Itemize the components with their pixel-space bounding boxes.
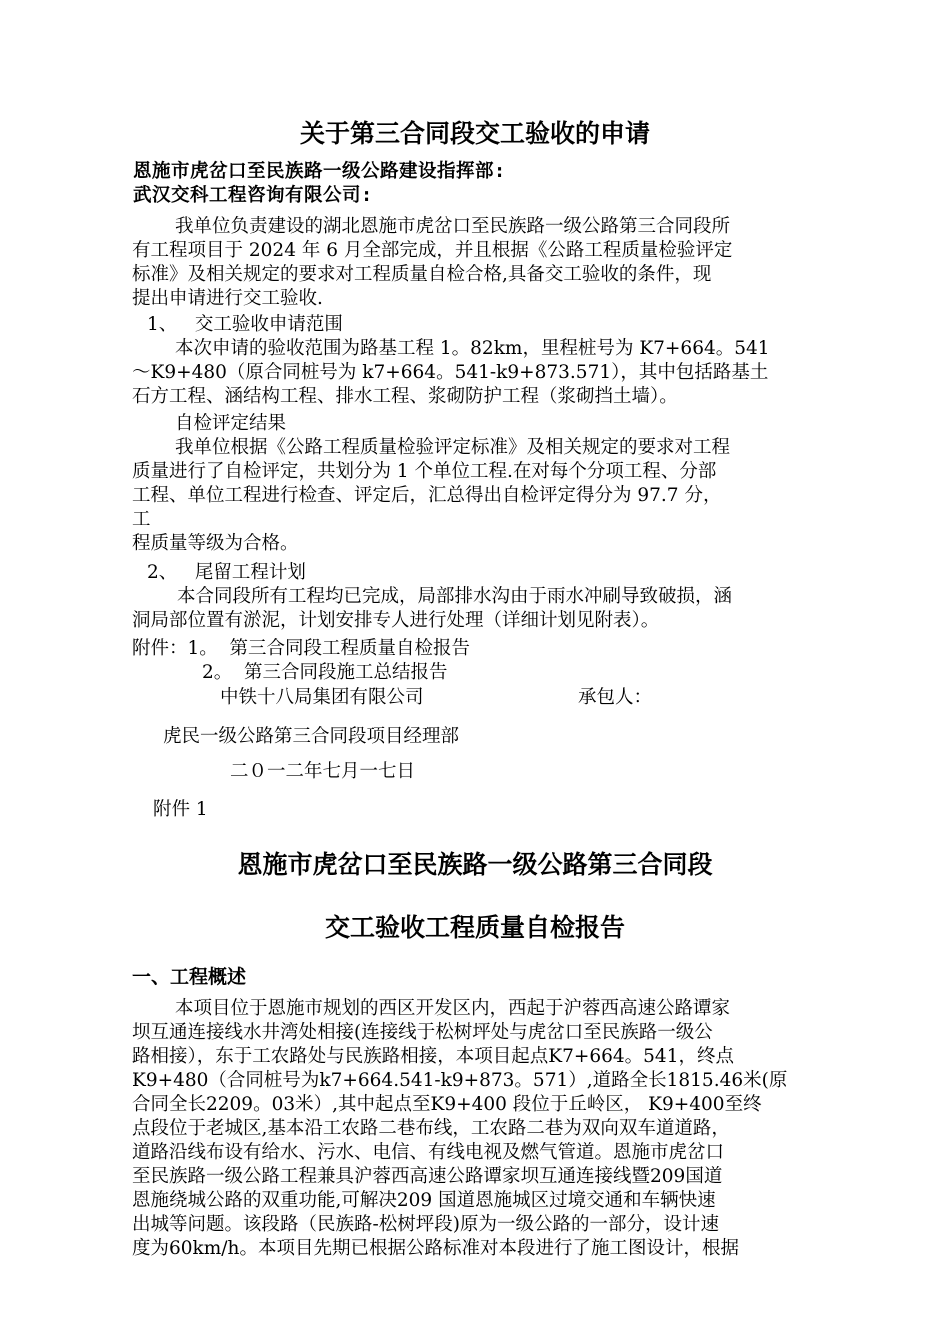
addressee-hq: 恩施市虎岔口至民族路一级公路建设指挥部: [133, 161, 506, 182]
report-title-line-1: 恩施市虎岔口至民族路一级公路第三合同段 [237, 850, 713, 879]
report-body-line-2: 坝互通连接线水井湾处相接(连接线于松树坪处与虎岔口至民族路一级公 [132, 1022, 713, 1043]
report-body-line-4: K9+480（合同桩号为k7+664.541-k9+873。571）,道路全长1815.46米(原 [132, 1070, 788, 1091]
report-body-line-10: 出城等问题。该段路（民族路-松树坪段)原为一级公路的一部分，设计速 [132, 1214, 719, 1235]
application-title: 关于第三合同段交工验收的申请 [299, 119, 650, 148]
contractor-label: 承包人： [578, 687, 653, 708]
section1-line-2: ～K9+480（原合同桩号为 k7+664。541-k9+873.571），其中包括路基土 [132, 362, 769, 383]
report-body-line-7: 道路沿线布设有给水、污水、电信、有线电视及燃气管道。恩施市虎岔口 [132, 1142, 725, 1163]
attachment-line-2: 2。 第三合同段施工总结报告 [202, 662, 448, 683]
company-name: 中铁十八局集团有限公司 [220, 687, 424, 708]
attachment-line-1: 附件：1。 第三合同段工程质量自检报告 [132, 638, 471, 659]
report-body-line-1: 本项目位于恩施市规划的西区开发区内，西起于沪蓉西高速公路谭家 [175, 998, 731, 1019]
report-body-line-9: 恩施绕城公路的双重功能,可解决209 国道恩施城区过境交通和车辆快速 [132, 1190, 716, 1211]
section1-line-1: 本次申请的验收范围为路基工程 1。82km，里程桩号为 K7+664。541 [175, 338, 770, 359]
section1-line-3: 石方工程、涵结构工程、排水工程、浆砌防护工程（浆砌挡土墙）。 [132, 386, 678, 407]
report-body-line-11: 度为60km/h。本项目先期已根据公路标准对本段进行了施工图设计，根据 [132, 1238, 739, 1259]
section2-title: 2、 尾留工程计划 [147, 562, 306, 583]
report-body-line-6: 点段位于老城区,基本沿工农路二巷布线，工农路二巷为双向双车道道路， [132, 1118, 730, 1139]
intro-line-3: 标准》及相关规定的要求对工程质量自检合格,具备交工验收的条件，现 [132, 264, 712, 285]
report-section-heading: 一、工程概述 [132, 966, 247, 988]
section2-line-1: 本合同段所有工程均已完成，局部排水沟由于雨水冲刷导致破损，涵 [177, 586, 733, 607]
intro-line-4: 提出申请进行交工验收. [132, 288, 323, 309]
selfcheck-line-5: 程质量等级为合格。 [132, 533, 299, 554]
selfcheck-line-2: 质量进行了自检评定，共划分为 1 个单位工程.在对每个分项工程、分部 [132, 461, 717, 482]
intro-line-1: 我单位负责建设的湖北恩施市虎岔口至民族路一级公路第三合同段所 [175, 216, 731, 237]
selfcheck-title: 自检评定结果 [175, 413, 287, 434]
report-body-line-8: 至民族路一级公路工程兼具沪蓉西高速公路谭家坝互通连接线暨209国道 [132, 1166, 723, 1187]
selfcheck-line-4: 工 [132, 509, 151, 530]
report-body-line-5: 合同全长2209。03米）,其中起点至K9+400 段位于丘岭区， K9+400至终 [132, 1094, 762, 1115]
selfcheck-line-1: 我单位根据《公路工程质量检验评定标准》及相关规定的要求对工程 [175, 437, 731, 458]
project-department: 虎民一级公路第三合同段项目经理部 [163, 726, 460, 747]
report-title-line-2: 交工验收工程质量自检报告 [324, 913, 625, 942]
selfcheck-line-3: 工程、单位工程进行检查、评定后，汇总得出自检评定得分为 97.7 分， [132, 485, 722, 506]
intro-line-2: 有工程项目于 2024 年 6 月全部完成，并且根据《公路工程质量检验评定 [132, 240, 733, 261]
section1-title: 1、 交工验收申请范围 [147, 314, 343, 335]
addressee-consultant: 武汉交科工程咨询有限公司: [133, 185, 373, 206]
report-body-line-3: 路相接），东于工农路处与民族路相接，本项目起点K7+664。541，终点 [132, 1046, 734, 1067]
signature-date: 二０一二年七月一七日 [230, 761, 416, 782]
section2-line-2: 洞局部位置有淤泥，计划安排专人进行处理（详细计划见附表）。 [132, 610, 660, 631]
attachment-label: 附件 1 [153, 799, 208, 820]
